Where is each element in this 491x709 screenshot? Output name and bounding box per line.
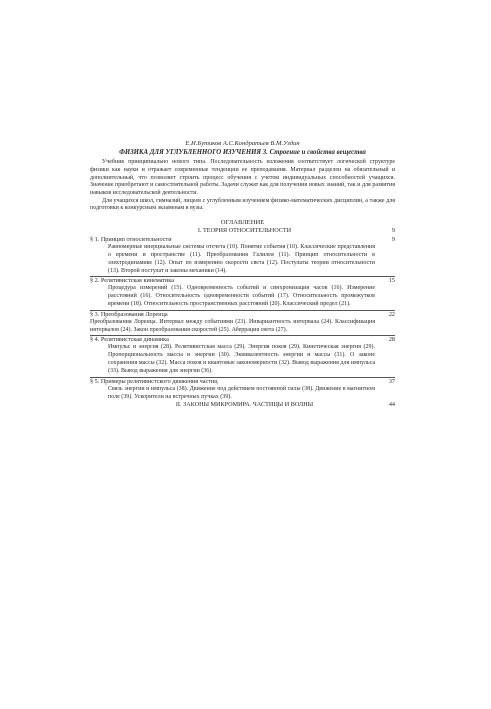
annotation-paragraph: Для учащихся школ, гимназий, лицеев с углубленным изучением физико-математических дисциплин, а также для подготовки к конкурсным экзаменам в вузы. [90,197,395,212]
authors: Е.И.Бутиков А.С.Кондратьев В.М.Уздин [185,140,300,147]
toc-page-number: 22 [388,310,395,318]
toc-chapter [90,227,395,235]
toc-section-row [90,311,395,319]
toc-page-number: 37 [388,377,395,385]
toc-section-row [90,236,395,244]
toc-section-topics: Преобразования Лоренца. Интервал между событиями (23). Инвариантность интервала (24). Классификация интервалов (24). Закон преобразования скоростей (25). Аберрация света (27). [90,318,375,333]
toc-chapter-label: II. ЗАКОНЫ МИКРОМИРА. ЧАСТИЦЫ И ВОЛНЫ [175,401,314,409]
toc-chapter [90,401,395,409]
toc-heading: ОГЛАВЛЕНИЕ [220,219,265,227]
annotation-paragraph: Учебник принципиально нового типа. Последовательность изложения соответствует логической структуре физики как науки и отражает современные тенденции ее преподавания. Материал разделен на обязательный и дополнительный, что позволяет строить процесс обучения с учетом индивидуальных способностей учащихся. Значение приобретают и самостоятельной работы. Задачи служат как для получения новых знаний, так и для развития навыков исследовательской деятельности. [90,159,395,197]
toc-page-number: 9 [391,227,395,234]
toc-section [90,276,395,308]
toc-page-number: 9 [391,236,395,244]
toc-section-label: § 3. Преобразования Лоренца [90,310,168,318]
toc-section-topics: Связь энергии и импульса (38). Движение под действием постоянной силы (38). Движение в магнитном поле (39). Ускорители на встречных пучках (39). [108,385,375,400]
toc-section [90,377,395,402]
toc-section-label: § 5. Примеры релятивистского движения частиц [90,377,218,385]
toc-section-label: § 1. Принцип относительности [90,236,172,244]
book-title: ФИЗИКА ДЛЯ УГЛУБЛЕННОГО ИЗУЧЕНИЯ 3. Строение и свойства вещества [119,148,366,156]
annotation [90,159,395,213]
toc-section [90,236,395,275]
toc-section-topics: Импульс и энергия (28). Релятивистская масса (29). Энергия покоя (29). Кинетическая энергия (29). Пропорциональность массы и энергии (30). Эквивалентность энергии и массы (31). О законе сохранения массы (32). Масса покоя и квантовые закономерности (32). Вывод выражения для импульса (33). Вывод выражения для энергии (36). [108,344,375,374]
toc-page-number: 28 [388,336,395,344]
toc-page-number: 44 [388,401,395,409]
toc-chapter-label: I. ТЕОРИЯ ОТНОСИТЕЛЬНОСТИ [197,227,292,234]
toc-section-topics: Равномерные инерциальные системы отсчета (10). Понятие события (10). Классические представления о времени и пространстве (11). Преобразования Галилея (11). Принцип относительности в электродинамике (12). Опыт по измерению скорости света (12). Постулаты теории относительности (13). Второй постулат и законы механики (14). [108,244,375,274]
toc-section-row [90,378,395,386]
page-content [90,140,395,409]
toc-page-number: 15 [388,277,395,285]
toc-section-label: § 4. Релятивистская динамика [90,336,169,344]
toc-section-label: § 2. Релятивистская кинематика [90,277,174,285]
toc-section [90,335,395,375]
toc-section [90,310,395,335]
toc-section-topics: Процедура измерений (15). Одновременность событий и синхронизация часов (16). Измерение расстояний (16). Относительность одновременности событий (17). Относительность промежутков времени (18). Относительность пространственных расстояний (20). Классический предел (21). [108,285,375,307]
